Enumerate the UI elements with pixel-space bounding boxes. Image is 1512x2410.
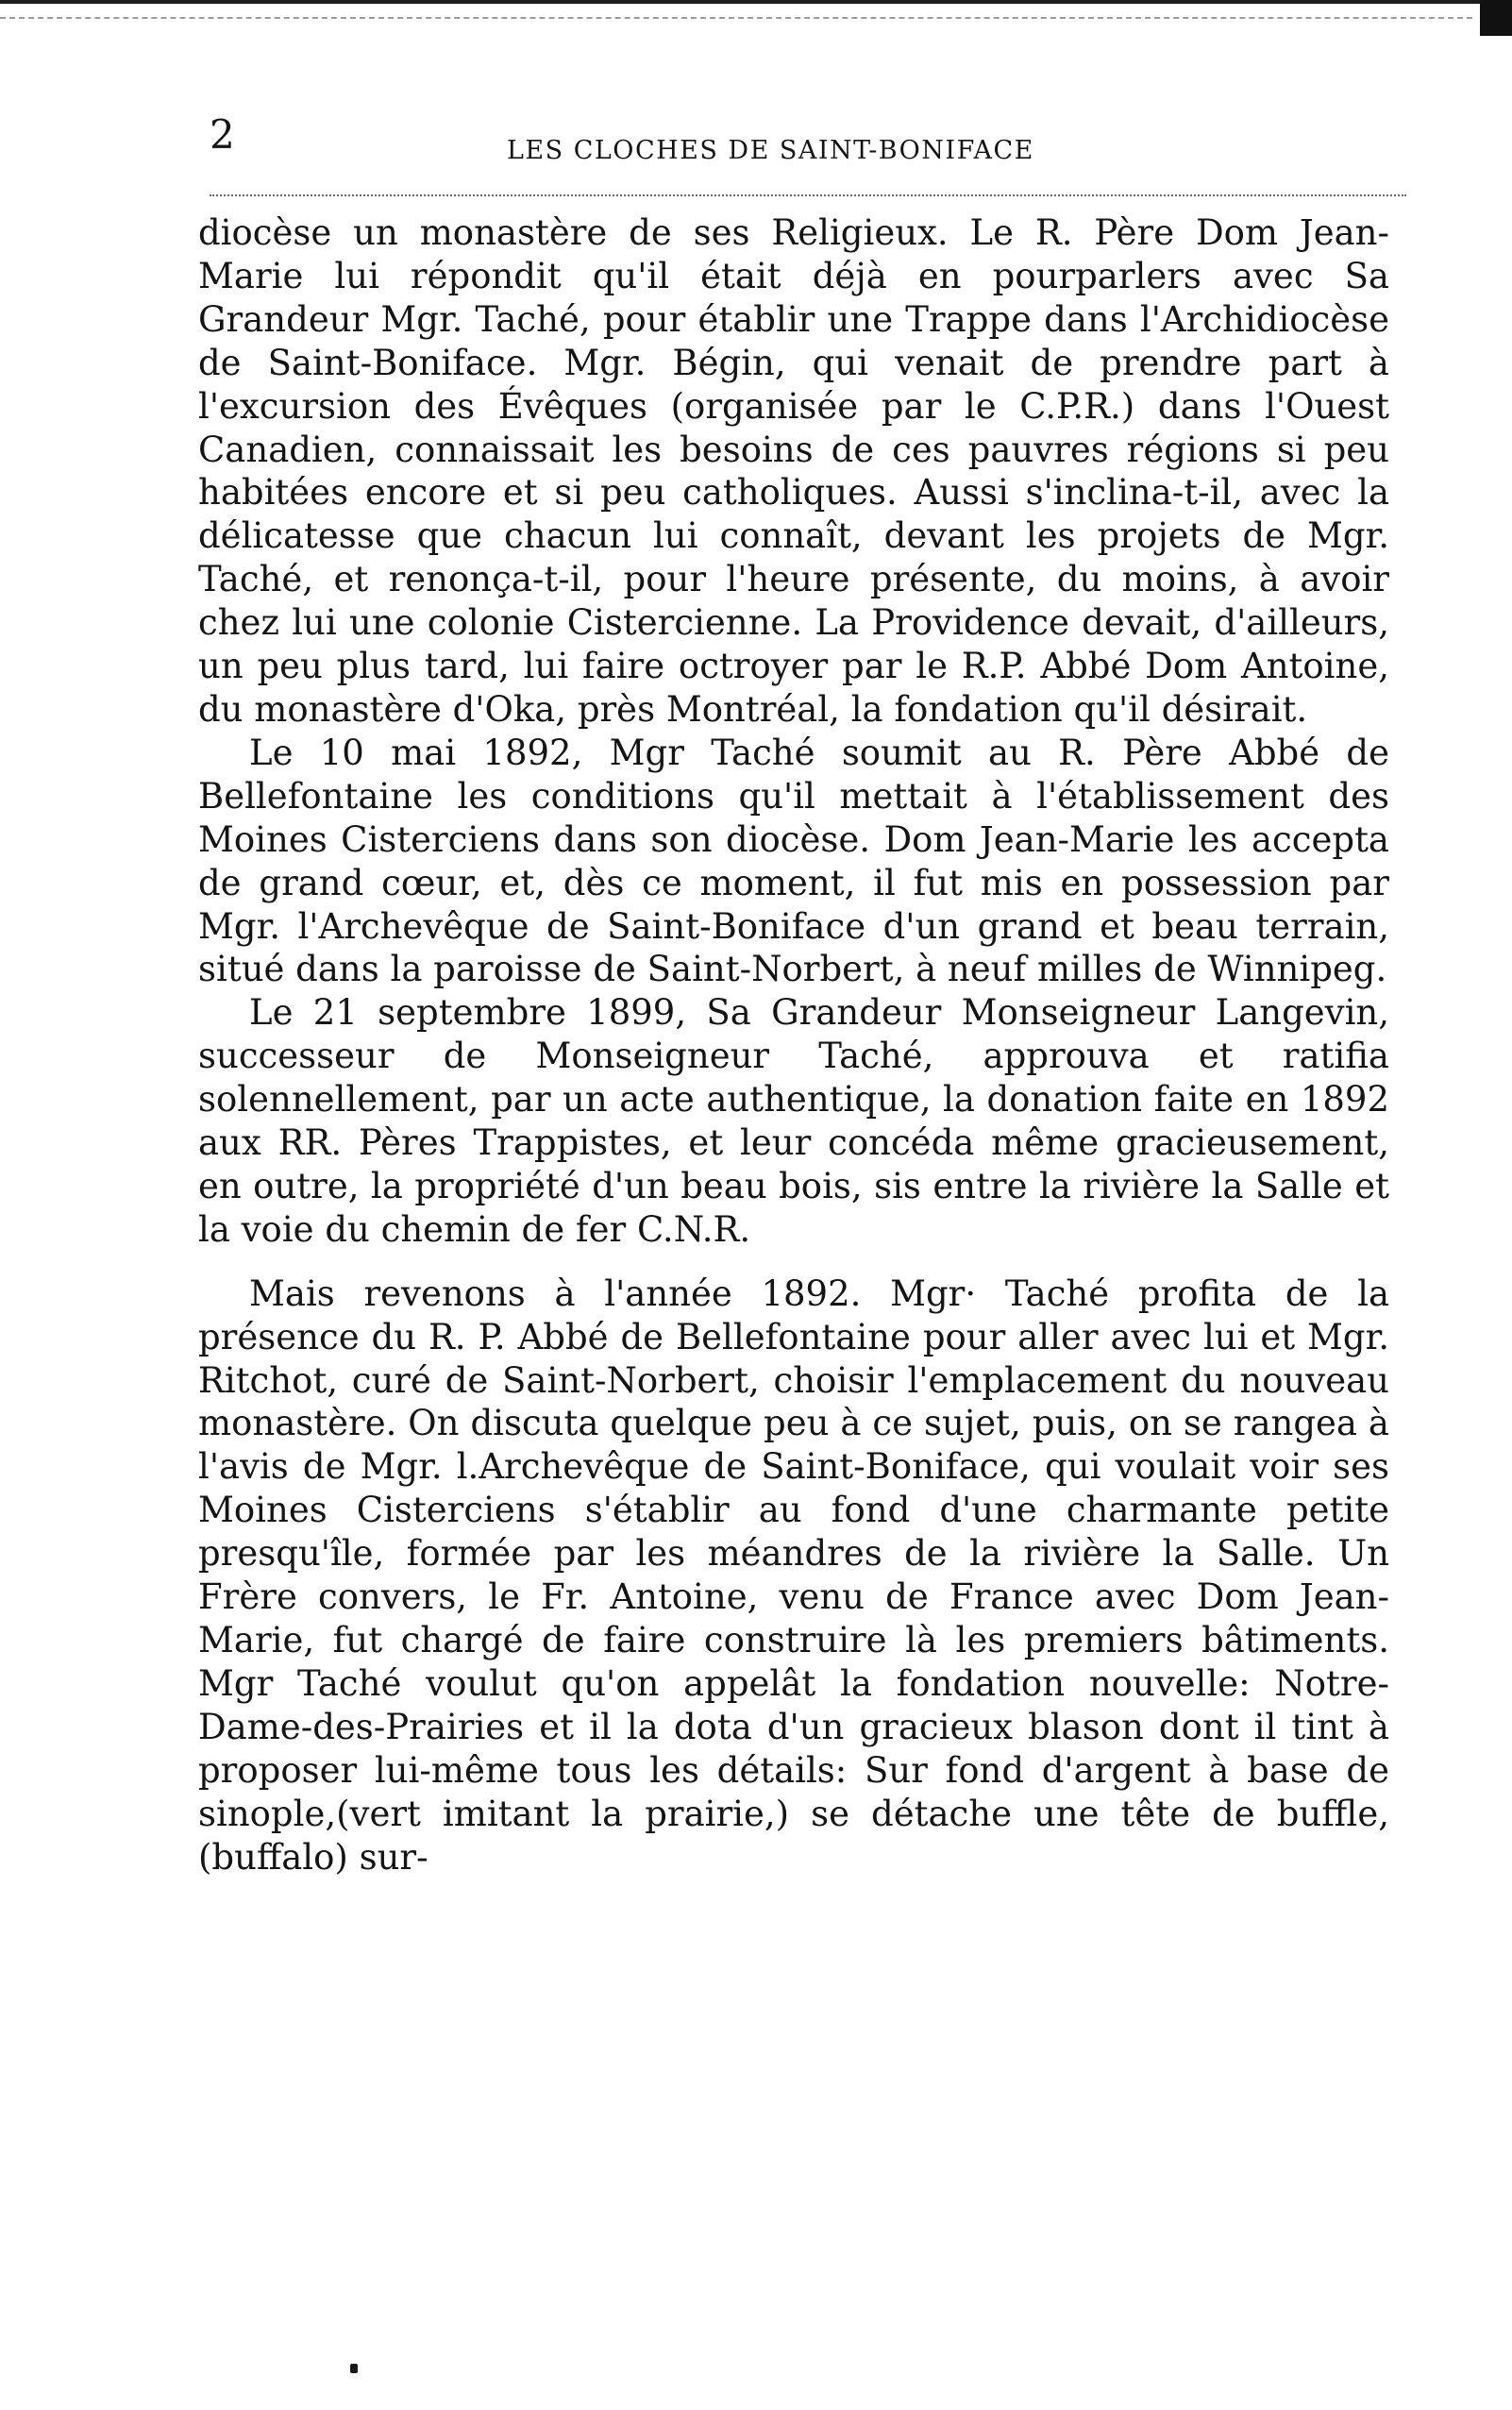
paragraph-2: Le 10 mai 1892, Mgr Taché soumit au R. Père Abbé de Bellefontaine les conditions qu'il mettait à l'établissement des Moines Cisterciens dans son diocèse. Dom Jean-Marie les accepta de grand cœur, et, dès ce moment, il fut mis en possession par Mgr. l'Archevêque de Saint-Boniface d'un grand et beau terrain, situé dans la paroisse de Saint-Norbert, à neuf milles de Winnipeg.	[198, 732, 1389, 990]
scan-top-rule	[0, 0, 1512, 17]
paragraph-4: Mais revenons à l'année 1892. Mgr· Taché profita de la présence du R. P. Abbé de Bellefontaine pour aller avec lui et Mgr. Ritchot, curé de Saint-Norbert, choisir l'emplacement du nouveau monastère. On discuta quelque peu à ce sujet, puis, on se rangea à l'avis de Mgr. l.Archevêque de Saint-Boniface, qui voulait voir ses Moines Cisterciens s'établir au fond d'une charmante petite presqu'île, formée par les méandres de la rivière la Salle. Un Frère convers, le Fr. Antoine, venu de France avec Dom Jean-Marie, fut chargé de faire construire là les premiers bâtiments. Mgr Taché voulut qu'on appelât la fondation nouvelle: Notre-Dame-des-Prairies et il la dota d'un gracieux blason dont il tint à proposer lui-même tous les détails: Sur fond d'argent à base de sinople,(vert imitant la prairie,) se détache une tête de buffle, (buffalo) sur-	[198, 1272, 1389, 1878]
paragraph-1: diocèse un monastère de ses Religieux. Le R. Père Dom Jean-Marie lui répondit qu'il était déjà en pourparlers avec Sa Grandeur Mgr. Taché, pour établir une Trappe dans l'Archidiocèse de Saint-Boniface. Mgr. Bégin, qui venait de prendre part à l'excursion des Évêques (organisée par le C.P.R.) dans l'Ouest Canadien, connaissait les besoins de ces pauvres régions si peu habitées encore et si peu catholiques. Aussi s'inclina-t-il, avec la délicatesse que chacun lui connaît, devant les projets de Mgr. Taché, et renonça-t-il, pour l'heure présente, du moins, à avoir chez lui une colonie Cistercienne. La Providence devait, d'ailleurs, un peu plus tard, lui faire octroyer par le R.P. Abbé Dom Antoine, du monastère d'Oka, près Montréal, la fondation qu'il désirait.	[198, 212, 1389, 730]
scan-corner-mark	[1480, 0, 1512, 36]
running-title: LES CLOCHES DE SAINT-BONIFACE	[507, 136, 1034, 165]
page-number: 2	[210, 111, 235, 158]
scan-speck	[350, 2364, 358, 2373]
page-header	[210, 111, 1389, 168]
header-divider	[210, 194, 1406, 196]
body-text	[198, 211, 1389, 1879]
paragraph-3: Le 21 septembre 1899, Sa Grandeur Monseigneur Langevin, successeur de Monseigneur Taché, approuva et ratifia solennellement, par un acte authentique, la donation faite en 1892 aux RR. Pères Trappistes, et leur concéda même gracieusement, en outre, la propriété d'un beau bois, sis entre la rivière la Salle et la voie du chemin de fer C.N.R.	[198, 992, 1389, 1250]
